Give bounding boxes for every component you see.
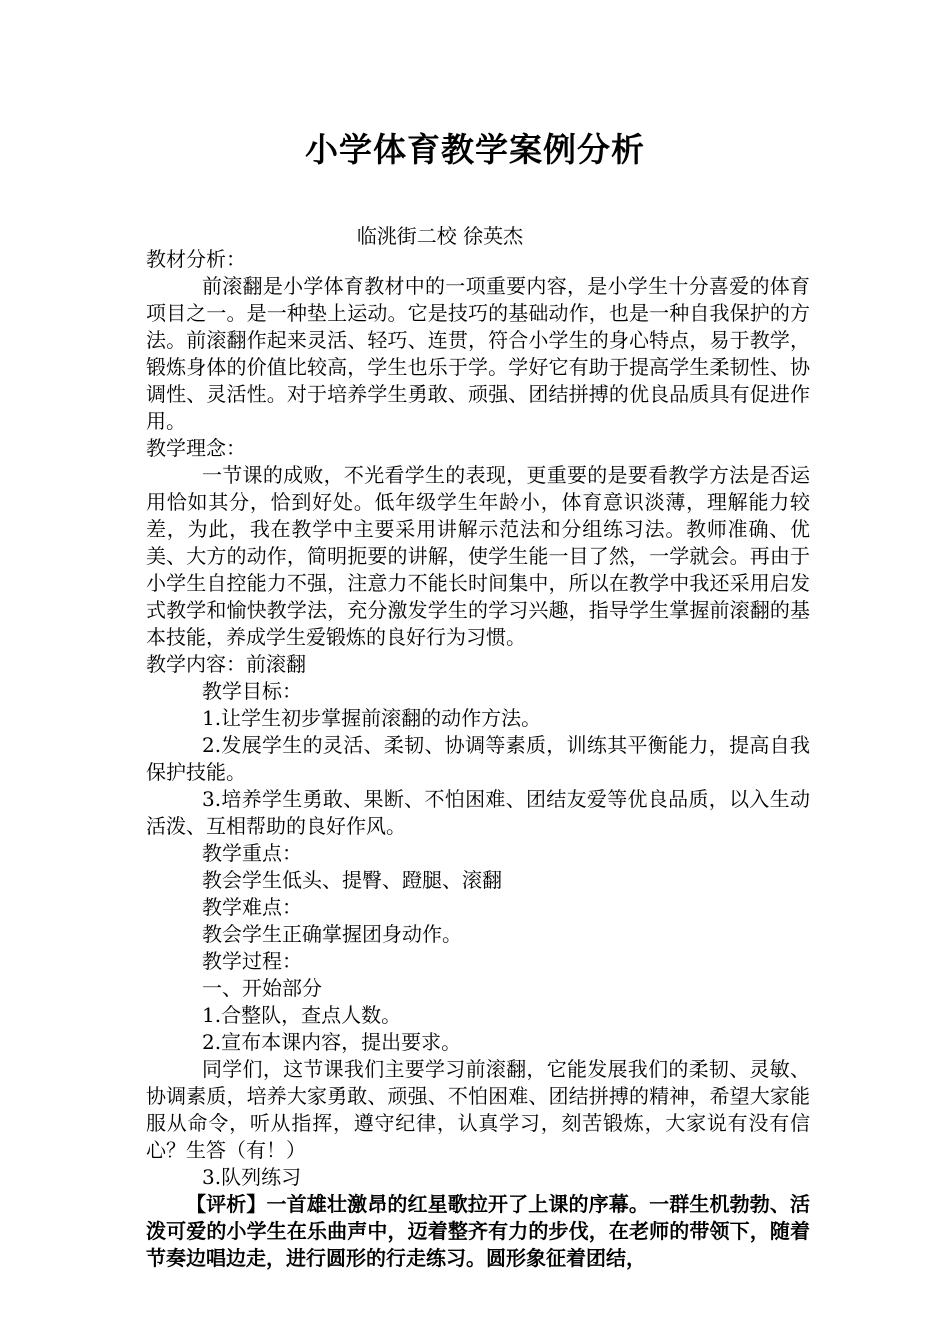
section-heading: 教学理念： xyxy=(146,436,246,460)
body-paragraph: 前滚翻是小学体育教材中的一项重要内容，是小学生十分喜爱的体育项目之一。是一种垫上运动。它是技巧的基础动作，也是一种自我保护的方法。前滚翻作起来灵活、轻巧、连贯，符合小学生的身心特点，易于教学，锻炼身体的价值比较高，学生也乐于学。学好它有助于提高学生柔韧性、协调性、灵活性。对于培养学生勇敢、顽强、团结拼搏的优良品质具有促进作用。 xyxy=(146,274,810,433)
body-paragraph: 教会学生正确掌握团身动作。 xyxy=(202,922,462,946)
list-item: 2.宣布本课内容，提出要求。 xyxy=(202,1030,462,1054)
body-paragraph: 同学们，这节课我们主要学习前滚翻，它能发展我们的柔韧、灵敏、协调素质，培养大家勇敢、顽强、不怕困难、团结拼搏的精神，希望大家能服从命令，听从指挥，遵守纪律，认真学习，刻苦锻炼，大家说有没有信心？生答（有！） xyxy=(146,1057,810,1162)
list-item: 3.培养学生勇敢、果断、不怕困难、团结友爱等优良品质，以入生动活泼、互相帮助的良好作风。 xyxy=(146,787,810,838)
subsection-heading: 教学过程： xyxy=(202,949,302,973)
list-item: 3.队列练习 xyxy=(202,1165,302,1189)
author-line: 临洮街二校 徐英杰 xyxy=(356,224,524,248)
subsection-heading: 教学目标： xyxy=(202,679,302,703)
commentary-paragraph: 【评析】一首雄壮激昂的红星歌拉开了上课的序幕。一群生机勃勃、活泼可爱的小学生在乐曲声中，迈着整齐有力的步伐，在老师的带领下，随着节奏边唱边走，进行圆形的行走练习。圆形象征着团结， xyxy=(146,1192,810,1270)
subsection-heading: 教学重点： xyxy=(202,841,302,865)
section-heading: 教材分析： xyxy=(146,247,246,271)
subsection-heading: 一、开始部分 xyxy=(202,976,322,1000)
document-title: 小学体育教学案例分析 xyxy=(305,130,645,169)
list-item: 1.让学生初步掌握前滚翻的动作方法。 xyxy=(202,706,542,730)
list-item: 2.发展学生的灵活、柔韧、协调等素质，训练其平衡能力，提高自我保护技能。 xyxy=(146,733,810,784)
document-body xyxy=(146,246,810,1272)
section-heading: 教学内容：前滚翻 xyxy=(146,652,306,676)
body-paragraph: 一节课的成败，不光看学生的表现，更重要的是要看教学方法是否运用恰如其分，恰到好处。低年级学生年龄小，体育意识淡薄，理解能力较差，为此，我在教学中主要采用讲解示范法和分组练习法。教师准确、优美、大方的动作，简明扼要的讲解，使学生能一目了然，一学就会。再由于小学生自控能力不强，注意力不能长时间集中，所以在教学中我还采用启发式教学和愉快教学法，充分激发学生的学习兴趣，指导学生掌握前滚翻的基本技能，养成学生爱锻炼的良好行为习惯。 xyxy=(146,463,810,649)
subsection-heading: 教学难点： xyxy=(202,895,302,919)
body-paragraph: 教会学生低头、提臀、蹬腿、滚翻 xyxy=(202,868,502,892)
list-item: 1.合整队，查点人数。 xyxy=(202,1003,402,1027)
